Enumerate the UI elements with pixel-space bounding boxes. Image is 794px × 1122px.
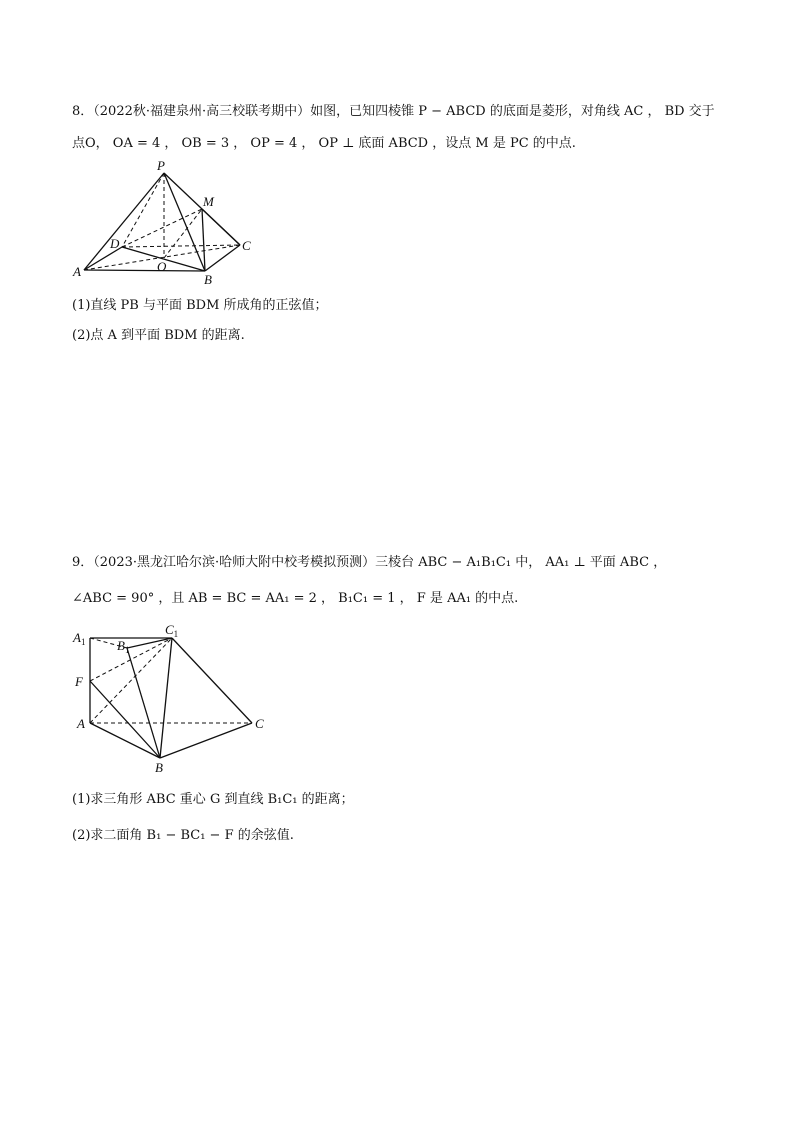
q9-label-b: B bbox=[155, 760, 163, 775]
q9-label-c: C bbox=[255, 716, 264, 731]
q9-label-a1: $A_1$ bbox=[73, 630, 86, 647]
q8-statement-line2: 点O， OA = 4 ， OB = 3 ， OP = 4 ， OP ⊥ 底面 ABCD ，设点 M 是 PC 的中点. bbox=[72, 136, 576, 151]
q8-pyramid-figure bbox=[72, 158, 272, 288]
q9-frustum-figure bbox=[72, 618, 282, 778]
q8-label-m: M bbox=[203, 194, 214, 209]
q9-label-b1: $B_1$ bbox=[117, 638, 130, 655]
q9-statement-line2: ∠ABC = 90° ，且 AB = BC = AA₁ = 2 ， B₁C₁ = 1 ， F 是 AA₁ 的中点. bbox=[72, 591, 519, 606]
q9-subquestion-2: (2)求二面角 B₁ − BC₁ − F 的余弦值. bbox=[72, 828, 294, 843]
q8-label-o: O bbox=[157, 259, 167, 274]
q9-label-c1: $C_1$ bbox=[165, 622, 179, 639]
q9-label-f: F bbox=[75, 674, 83, 689]
q9-subquestion-1: (1)求三角形 ABC 重心 G 到直线 B₁C₁ 的距离； bbox=[72, 792, 354, 807]
q8-label-b: B bbox=[204, 272, 212, 287]
q8-label-d: D bbox=[110, 236, 120, 251]
q8-label-p: P bbox=[157, 158, 165, 173]
q8-subquestion-1: (1)直线 PB 与平面 BDM 所成角的正弦值； bbox=[72, 298, 328, 313]
q8-label-c: C bbox=[242, 238, 251, 253]
q9-label-a: A bbox=[77, 716, 85, 731]
q9-statement-line1: 9．（2023·黑龙江哈尔滨·哈师大附中校考模拟预测）三棱台 ABC − A₁B₁C₁ 中， AA₁ ⊥ 平面 ABC ， bbox=[72, 555, 667, 570]
q8-label-a: A bbox=[73, 264, 81, 279]
q8-subquestion-2: (2)点 A 到平面 BDM 的距离. bbox=[72, 328, 245, 343]
q8-statement-line1: 8．（2022秋·福建泉州·高三校联考期中）如图，已知四棱锥 P − ABCD 的底面是菱形，对角线 AC ， BD 交于 bbox=[72, 104, 715, 119]
